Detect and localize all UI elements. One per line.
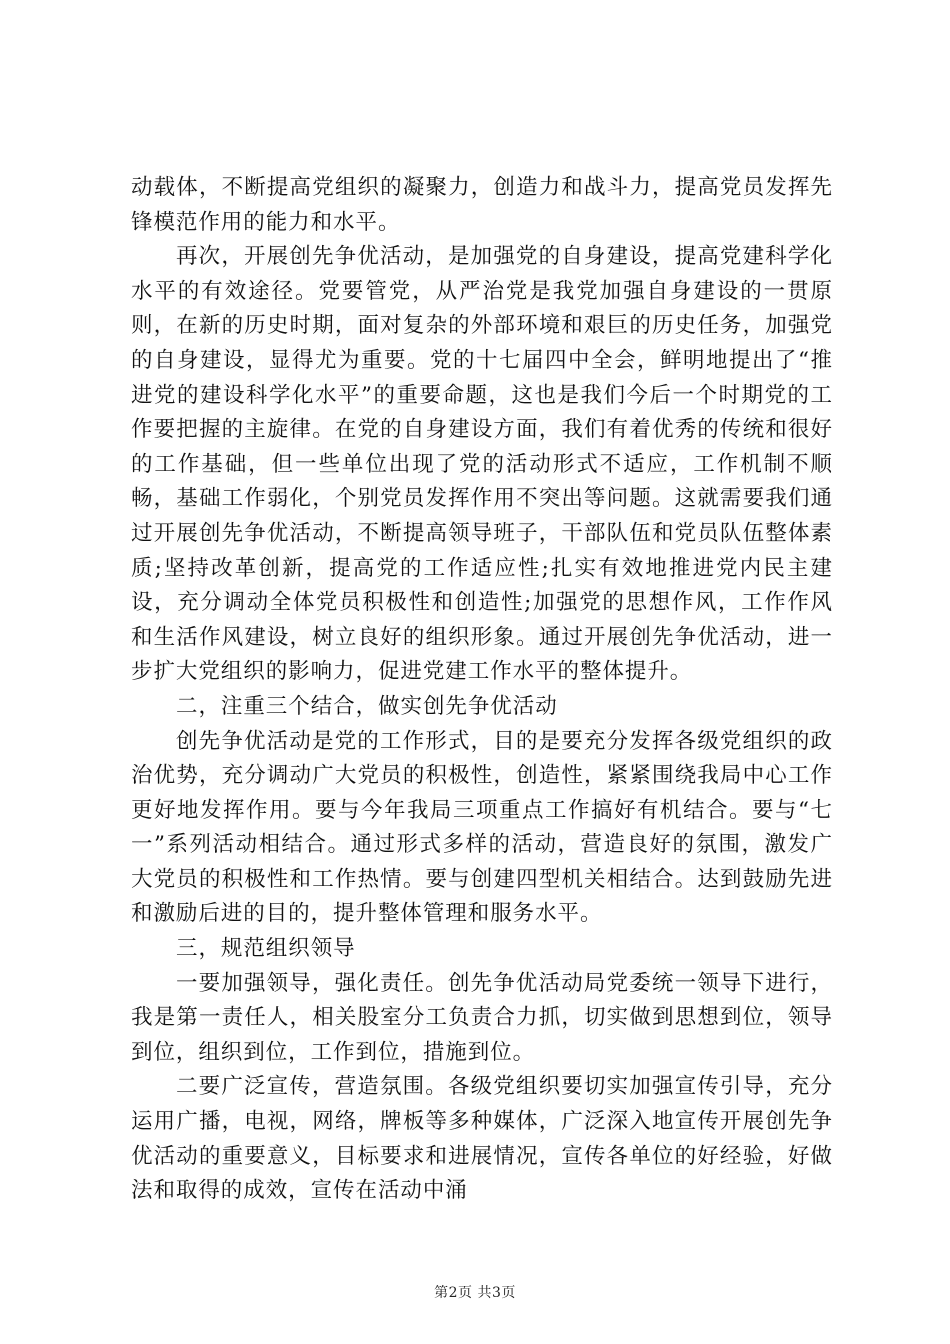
section-heading-2: 二，注重三个结合，做实创先争优活动 xyxy=(176,693,558,719)
paragraph-1: 动载体，不断提高党组织的凝聚力，创造力和战斗力，提高党员发挥先锋模范作用的能力和水平。 xyxy=(131,175,833,235)
section-heading-3: 三，规范组织领导 xyxy=(176,936,356,962)
page-footer: 第2页 共3页 xyxy=(434,1285,516,1301)
paragraph-3: 创先争优活动是党的工作形式，目的是要充分发挥各级党组织的政治优势，充分调动广大党员的积极性，创造性，紧紧围绕我局中心工作更好地发挥作用。要与今年我局三项重点工作搞好有机结合。要与“七一”系列活动相结合。通过形式多样的活动，营造良好的氛围，激发广大党员的积极性和工作热情。要与创建四型机关相结合。达到鼓励先进和激励后进的目的，提升整体管理和服务水平。 xyxy=(131,728,833,927)
document-body xyxy=(131,171,833,1209)
paragraph-2: 再次，开展创先争优活动，是加强党的自身建设，提高党建科学化水平的有效途径。党要管党，从严治党是我党加强自身建设的一贯原则，在新的历史时期，面对复杂的外部环境和艰巨的历史任务，加强党的自身建设，显得尤为重要。党的十七届四中全会，鲜明地提出了“推进党的建设科学化水平”的重要命题，这也是我们今后一个时期党的工作要把握的主旋律。在党的自身建设方面，我们有着优秀的传统和很好的工作基础，但一些单位出现了党的活动形式不适应，工作机制不顺畅，基础工作弱化，个别党员发挥作用不突出等问题。这就需要我们通过开展创先争优活动，不断提高领导班子，干部队伍和党员队伍整体素质;坚持改革创新，提高党的工作适应性;扎实有效地推进党内民主建设，充分调动全体党员积极性和创造性;加强党的思想作风，工作作风和生活作风建设，树立良好的组织形象。通过开展创先争优活动，进一步扩大党组织的影响力，促进党建工作水平的整体提升。 xyxy=(131,244,833,685)
paragraph-4: 一要加强领导，强化责任。创先争优活动局党委统一领导下进行，我是第一责任人，相关股室分工负责合力抓，切实做到思想到位，领导到位，组织到位，工作到位，措施到位。 xyxy=(131,970,833,1065)
paragraph-5: 二要广泛宣传，营造氛围。各级党组织要切实加强宣传引导，充分运用广播，电视，网络，牌板等多种媒体，广泛深入地宣传开展创先争优活动的重要意义，目标要求和进展情况，宣传各单位的好经验，好做法和取得的成效，宣传在活动中涌 xyxy=(131,1074,833,1204)
